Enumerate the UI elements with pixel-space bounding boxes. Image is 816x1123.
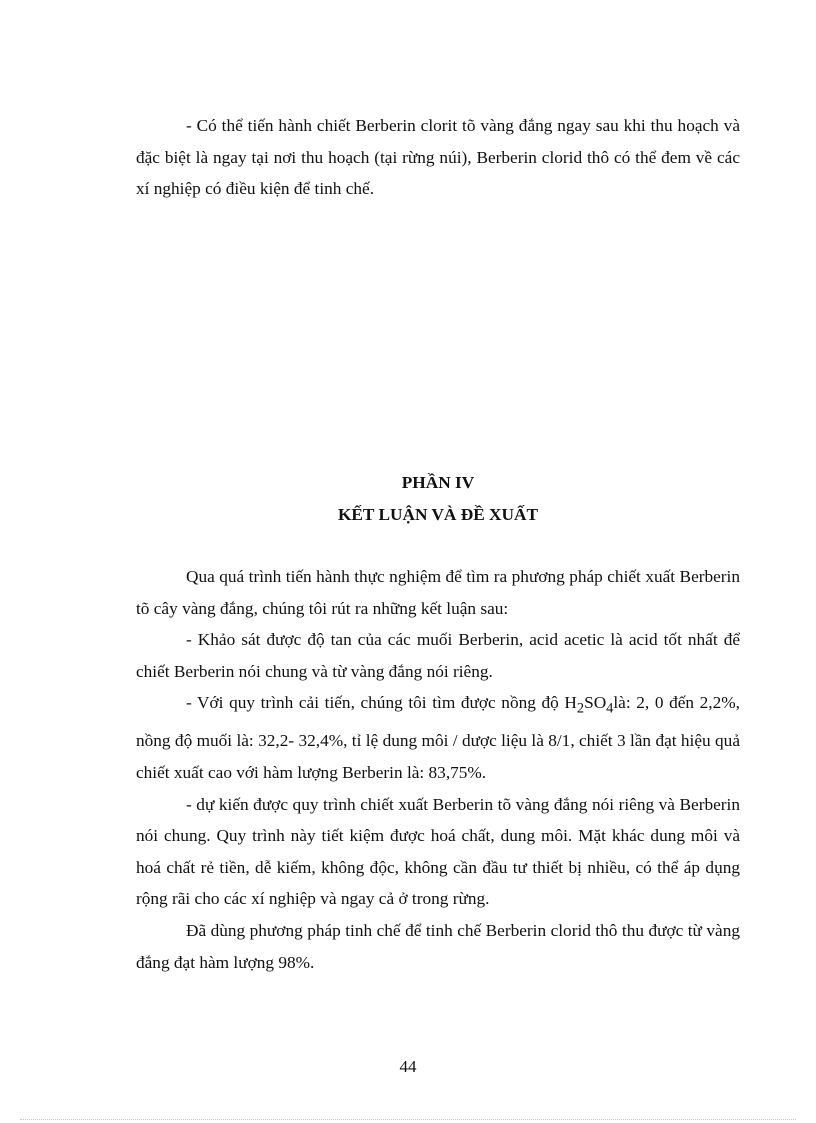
conclusion-item-1: - Khảo sát được độ tan của các muối Berberin, acid acetic là acid tốt nhất để chiết Berberin nói chung và từ vàng đắng nói riêng. xyxy=(136,630,740,681)
conclusions-intro-paragraph: Qua quá trình tiến hành thực nghiệm để tìm ra phương pháp chiết xuất Berberin tõ cây vàng đắng, chúng tôi rút ra những kết luận sau: xyxy=(136,567,740,618)
page-bottom-divider xyxy=(20,1119,796,1120)
conclusion-item-2-text-start: - Với quy trình cải tiến, chúng tôi tìm được nồng độ H xyxy=(186,693,577,713)
conclusion-item-2 xyxy=(136,687,740,788)
conclusions-section xyxy=(136,561,740,978)
section-label: PHẦN IV xyxy=(401,473,475,492)
formula-so: SO xyxy=(584,693,607,713)
formula-subscript-2: 2 xyxy=(576,700,585,717)
intro-section xyxy=(136,110,740,205)
section-title: KẾT LUẬN VÀ ĐỀ XUẤT xyxy=(337,505,539,524)
conclusion-item-3: - dự kiến được quy trình chiết xuất Berberin tõ vàng đắng nói riêng và Berberin nói chung. Quy trình này tiết kiệm được hoá chất, dung môi. Mặt khác dung môi và hoá chất rẻ tiền, dễ kiếm, không độc, không cần đầu tư thiết bị nhiều, có thể áp dụng rộng rãi cho các xí nghiệp và ngay cả ở trong rừng. xyxy=(136,794,740,909)
formula-subscript-4: 4 xyxy=(606,700,614,717)
conclusion-item-2-text-end: là: 2, 0 đến 2,2%, nồng độ muối là: 32,2- 32,4%, tỉ lệ dung môi / dược liệu là 8/1, chiết 3 lần đạt hiệu quả chiết xuất cao với hàm lượng Berberin là: 83,75%. xyxy=(136,693,740,783)
conclusion-item-4: Đã dùng phương pháp tinh chế để tinh chế Berberin clorid thô thu được từ vàng đắng đạt hàm lượng 98%. xyxy=(136,920,740,972)
intro-paragraph: - Có thể tiến hành chiết Berberin clorit tõ vàng đắng ngay sau khi thu hoạch và đặc biệt là ngay tại nơi thu hoạch (tại rừng núi), Berberin clorid thô có thể đem về các xí nghiệp có điều kiện để tinh chế. xyxy=(136,116,740,199)
page-number: 44 xyxy=(399,1057,417,1076)
